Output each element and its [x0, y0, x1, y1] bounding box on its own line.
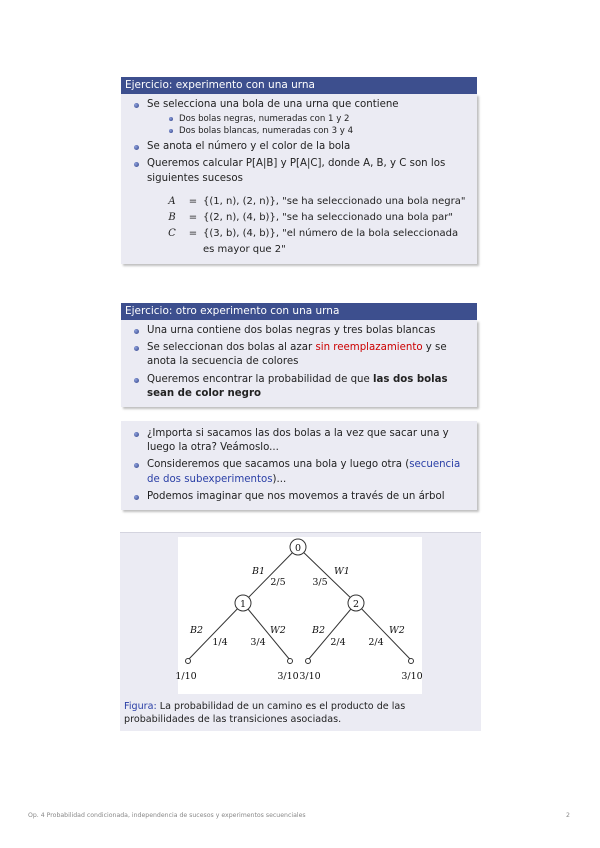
- list-item: [127, 373, 471, 401]
- probability-label: 2/4: [330, 637, 346, 648]
- sub-list-item: Dos bolas blancas, numeradas con 3 y 4: [147, 125, 471, 137]
- edge-label: B1: [252, 566, 266, 577]
- probability-label: 2/4: [368, 637, 384, 648]
- exercise-block-1: [121, 77, 477, 264]
- probability-label: 2/5: [270, 577, 286, 588]
- node-label: 0: [294, 543, 302, 554]
- event-rhs: {(3, b), (4, b)}, "el número de la bola seleccionada es mayor que 2": [203, 227, 459, 255]
- event-rhs: {(1, n), (2, n)}, "se ha seleccionado una bola negra": [203, 195, 466, 207]
- text: y se anota la secuencia de colores: [147, 342, 447, 368]
- list-item: Se anota el número y el color de la bola: [127, 140, 471, 154]
- tree-diagram: [175, 537, 423, 694]
- event-lhs: A: [168, 195, 176, 207]
- caption-label: Figura:: [124, 701, 157, 712]
- list-item: ¿Importa si sacamos las dos bolas a la vez que sacar una y luego la otra? Veámoslo...: [127, 427, 471, 455]
- probability-label: 1/4: [212, 637, 228, 648]
- edge-label: B2: [190, 625, 204, 636]
- list-item: Una urna contiene dos bolas negras y tres bolas blancas: [127, 324, 471, 338]
- node-label: 2: [352, 599, 360, 610]
- block-body: [121, 94, 477, 264]
- block-body: [121, 320, 477, 407]
- leaf-probability: 3/10: [277, 671, 299, 682]
- exercise-block-2: [121, 303, 477, 407]
- exercise-block-3: [121, 421, 477, 510]
- block-title: Ejercicio: otro experimento con una urna: [121, 303, 477, 320]
- leaf-probability: 3/10: [299, 671, 321, 682]
- block-title: Ejercicio: experimento con una urna: [121, 77, 477, 94]
- highlight-red: sin reemplazamiento: [315, 342, 423, 354]
- edge-label: W2: [389, 625, 405, 636]
- text: Se seleccionan dos bolas al azar: [147, 342, 316, 354]
- list-item: Queremos calcular P[A|B] y P[A|C], donde A, B, y C son los siguientes sucesos: [127, 157, 471, 185]
- probability-label: 3/5: [312, 577, 328, 588]
- highlight-bold: las dos bolas sean de color negro: [147, 373, 448, 399]
- edge-label: W1: [334, 566, 350, 577]
- node-label: 1: [239, 599, 247, 610]
- leaf-probability: 3/10: [401, 671, 423, 682]
- text: Queremos encontrar la probabilidad de que: [147, 373, 374, 385]
- page-number: 2: [566, 812, 570, 819]
- list-item: [127, 341, 471, 369]
- edge-label: W2: [270, 625, 286, 636]
- probability-label: 3/4: [250, 637, 266, 648]
- event-lhs: C: [168, 227, 176, 239]
- tree-figure: [120, 532, 481, 731]
- figure-caption: [124, 700, 476, 726]
- list-item: Podemos imaginar que nos movemos a través de un árbol: [127, 490, 471, 504]
- text: )...: [272, 473, 287, 485]
- edge-label: B2: [312, 625, 326, 636]
- list-item: [127, 98, 471, 137]
- sub-list-item: Dos bolas negras, numeradas con 1 y 2: [147, 113, 471, 125]
- block-body: [121, 421, 477, 510]
- event-lhs: B: [168, 211, 176, 223]
- leaf-probability: 1/10: [175, 671, 197, 682]
- event-eq: =: [188, 211, 198, 223]
- highlight-blue: secuencia de dos subexperimentos: [147, 459, 461, 485]
- list-item: [127, 458, 471, 486]
- event-eq: =: [188, 195, 198, 207]
- event-eq: =: [188, 227, 198, 239]
- event-rhs: {(2, n), (4, b)}, "se ha seleccionado una bola par": [203, 211, 453, 223]
- text: Consideremos que sacamos una bola y luego otra (: [147, 459, 410, 471]
- footer-title: Op. 4 Probabilidad condicionada, independencia de sucesos y experimentos secuenciales: [28, 812, 306, 819]
- caption-text: La probabilidad de un camino es el producto de las probabilidades de las transiciones asociadas.: [124, 701, 406, 725]
- probability-tree: [175, 537, 423, 694]
- event-definitions: [161, 194, 471, 258]
- list-item-text: Se selecciona una bola de una urna que contiene: [147, 99, 399, 110]
